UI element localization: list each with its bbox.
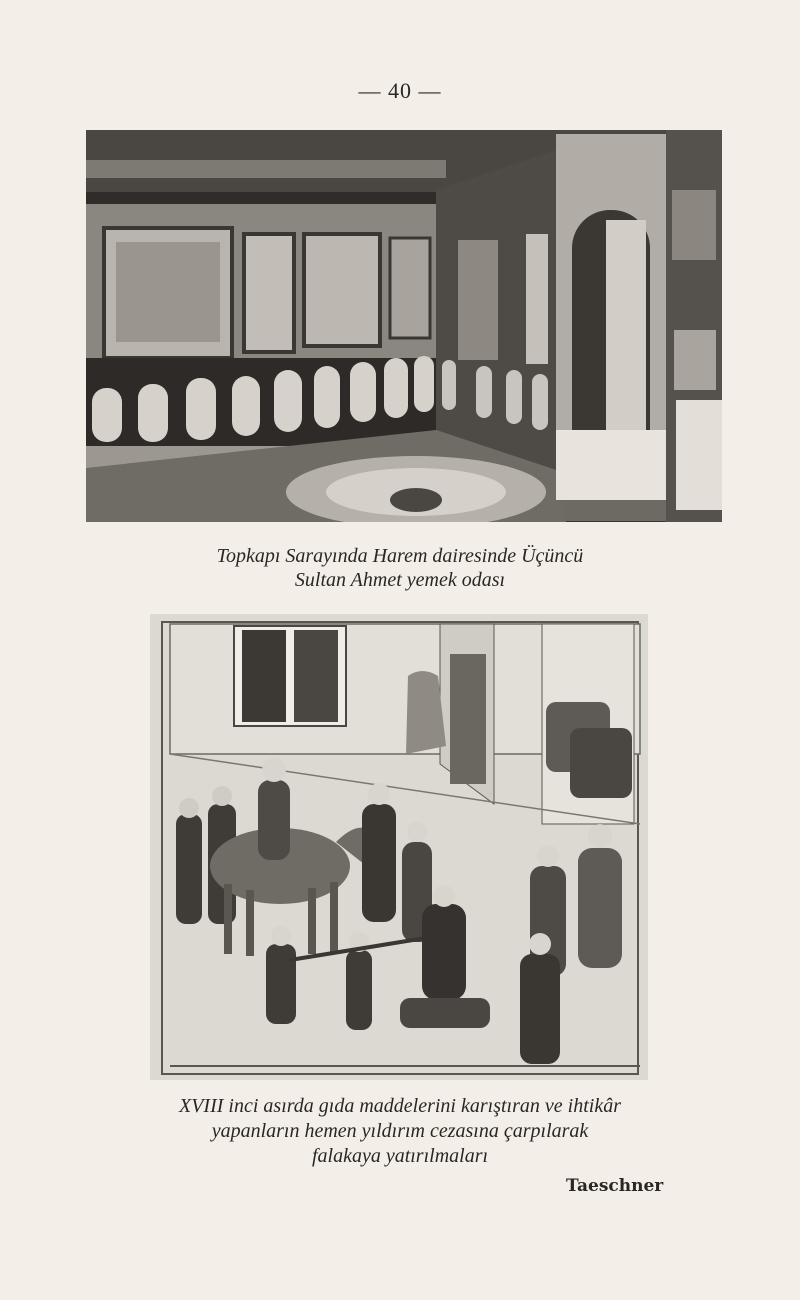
falaka-miniature-illustration — [150, 614, 648, 1080]
caption-line: Sultan Ahmet yemek odası — [294, 569, 506, 591]
miniature-caption — [0, 1094, 800, 1169]
harem-dining-room-photo — [86, 130, 722, 522]
caption-line: XVIII inci asırda gıda maddelerini karıştıran ve ihtikâr — [179, 1095, 621, 1117]
caption-line: yapanların hemen yıldırım cezasına çarpılarak — [211, 1120, 589, 1142]
photo-caption — [0, 544, 800, 592]
page-number: — 40 — — [358, 78, 442, 103]
caption-line: falakaya yatırılmaları — [311, 1145, 489, 1167]
caption-line: Topkapı Sarayında Harem dairesinde Üçüncü — [216, 545, 584, 567]
image-credit: Taeschner — [566, 1176, 664, 1196]
